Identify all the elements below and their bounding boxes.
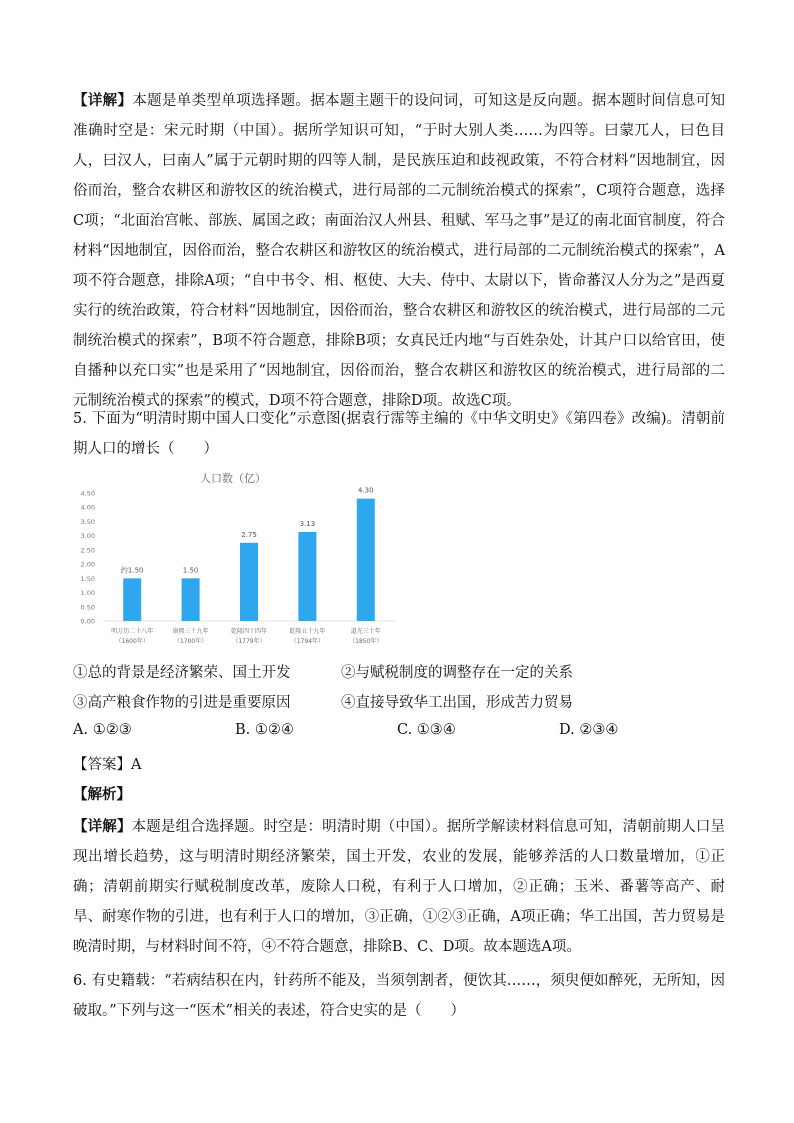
detail-tag: 【详解】 — [73, 92, 133, 109]
y-tick-label: 0.50 — [80, 603, 95, 612]
x-tick-year: （1794年） — [290, 638, 325, 645]
y-tick-label: 2.00 — [80, 560, 95, 569]
x-tick-year: （1600年） — [115, 638, 149, 645]
y-tick-label: 3.00 — [80, 532, 95, 541]
x-tick-label: 明万历二十八年 — [111, 628, 154, 635]
detail-tag: 【详解】 — [73, 818, 132, 835]
bar-value-label: 1.50 — [182, 566, 199, 575]
choice-d[interactable]: D. ②③④ — [559, 722, 619, 738]
analysis-label: 【解析】 — [73, 786, 131, 803]
answer: 【答案】A — [73, 757, 142, 773]
x-tick-year: （1850年） — [349, 638, 383, 645]
question5-detail — [73, 812, 725, 962]
bar-value-label: 4.30 — [358, 486, 374, 495]
choices-row — [73, 722, 725, 750]
y-tick-label: 1.50 — [80, 574, 95, 583]
y-tick-label: 4.00 — [80, 503, 95, 512]
chart-title: 人口数（亿） — [200, 472, 266, 485]
statement-3: ③高产粮食作物的引进是重要原因 — [73, 695, 291, 711]
choice-a[interactable]: A. ①②③ — [73, 722, 132, 738]
bar — [240, 543, 258, 621]
choice-c[interactable]: C. ①③④ — [397, 722, 456, 738]
bar — [357, 499, 375, 621]
question5-stem — [73, 404, 725, 464]
question-text: 6. 有史籍载：“若病结积在内，针药所不能及，当须刳割者，便饮其……，须臾便如醉死，无所知，因破取。”下列与这一“医术”相关的表述，符合史实的是（ ） — [73, 973, 725, 1019]
x-tick-year: （1700年） — [173, 638, 208, 645]
analysis-row — [73, 783, 725, 811]
answer-row — [73, 753, 725, 781]
x-tick-year: （1779年） — [232, 638, 266, 645]
x-tick-label: 乾隆五十九年 — [289, 628, 326, 635]
x-tick-label: 乾隆四十四年 — [230, 628, 268, 635]
statement-2: ②与赋税制度的调整存在一定的关系 — [341, 665, 573, 681]
detail-text: 本题是单类型单项选择题。据本题主题干的设问词，可知这是反向题。据本题时间信息可知准确时空是：宋元时期（中国）。据所学知识可知，“于时大别人类……为四等。曰蒙兀人，曰色目人，曰汉人，曰南人”属于元朝时期的四等人制，是民族压迫和歧视政策，不符合材料“因地制宜，因俗而治，整合农耕区和游牧区的统治模式，进行局部的二元制统治模式的探索”，C项符合题意，选择C项；“北面治宫帐、部族、属国之政；南面治汉人州县、租赋、军马之事”是辽的南北面官制度，符合材料“因地制宜，因俗而治，整合农耕区和游牧区的统治模式，进行局部的二元制统治模式的探索”，A项不符合题意，排除A项；“自中书令、相、枢使、大夫、侍中、太尉以下，皆命蕃汉人分为之”是西夏实行的统治政策，符合材料“因地制宜，因俗而治，整合农耕区和游牧区的统治模式，进行局部的二元制统治模式的探索”，B项不符合题意，排除B项；女真民迁内地“与百姓杂处，计其户口以给官田，使自播种以充口实”也是采用了“因地制宜，因俗而治，整合农耕区和游牧区的统治模式，进行局部的二元制统治模式的探索”的模式，D项不符合题意，排除D项。故选C项。 — [73, 93, 726, 409]
y-tick-label: 4.50 — [80, 489, 95, 498]
choice-b[interactable]: B. ①②④ — [235, 722, 294, 738]
bar-value-label: 约1.50 — [120, 566, 144, 575]
statements-row-1 — [73, 661, 725, 689]
bar — [182, 578, 200, 621]
y-tick-label: 0.00 — [80, 617, 95, 626]
detail-text: 本题是组合选择题。时空是：明清时期（中国）。据所学解读材料信息可知，清朝前期人口呈现出增长趋势，这与明清时期经济繁荣，国土开发，农业的发展，能够养活的人口数量增加，①正确；清朝前期实行赋税制度改革，废除人口税，有利于人口增加，②正确；玉米、番薯等高产、耐旱、耐寒作物的引进，也有利于人口的增加，③正确，①②③正确，A项正确；华工出国，苦力贸易是晚清时期，与材料时间不符，④不符合题意，排除B、C、D项。故本题选A项。 — [73, 819, 726, 955]
statements-row-2 — [73, 691, 725, 719]
x-tick-label: 道光三十年 — [350, 628, 381, 635]
statement-4: ④直接导致华工出国，形成苦力贸易 — [341, 695, 573, 711]
bars — [121, 487, 375, 621]
bar — [298, 532, 316, 621]
question6-stem — [73, 966, 725, 1026]
x-tick-label: 康熙三十九年 — [172, 628, 209, 635]
statement-1: ①总的背景是经济繁荣、国土开发 — [73, 665, 291, 681]
y-tick-label: 1.00 — [80, 589, 95, 598]
question-text: 5. 下面为“明清时期中国人口变化”示意图(据袁行霈等主编的《中华文明史》《第四卷》改编)。清朝前期人口的增长（ ） — [73, 411, 725, 457]
population-bar-chart — [73, 462, 405, 652]
bar — [123, 578, 141, 621]
section4-detail — [73, 86, 725, 416]
bar-value-label: 3.13 — [299, 519, 316, 528]
y-tick-label: 2.50 — [80, 546, 95, 555]
bar-value-label: 2.75 — [241, 530, 257, 539]
x-axis — [111, 627, 382, 645]
y-tick-label: 3.50 — [80, 517, 95, 526]
